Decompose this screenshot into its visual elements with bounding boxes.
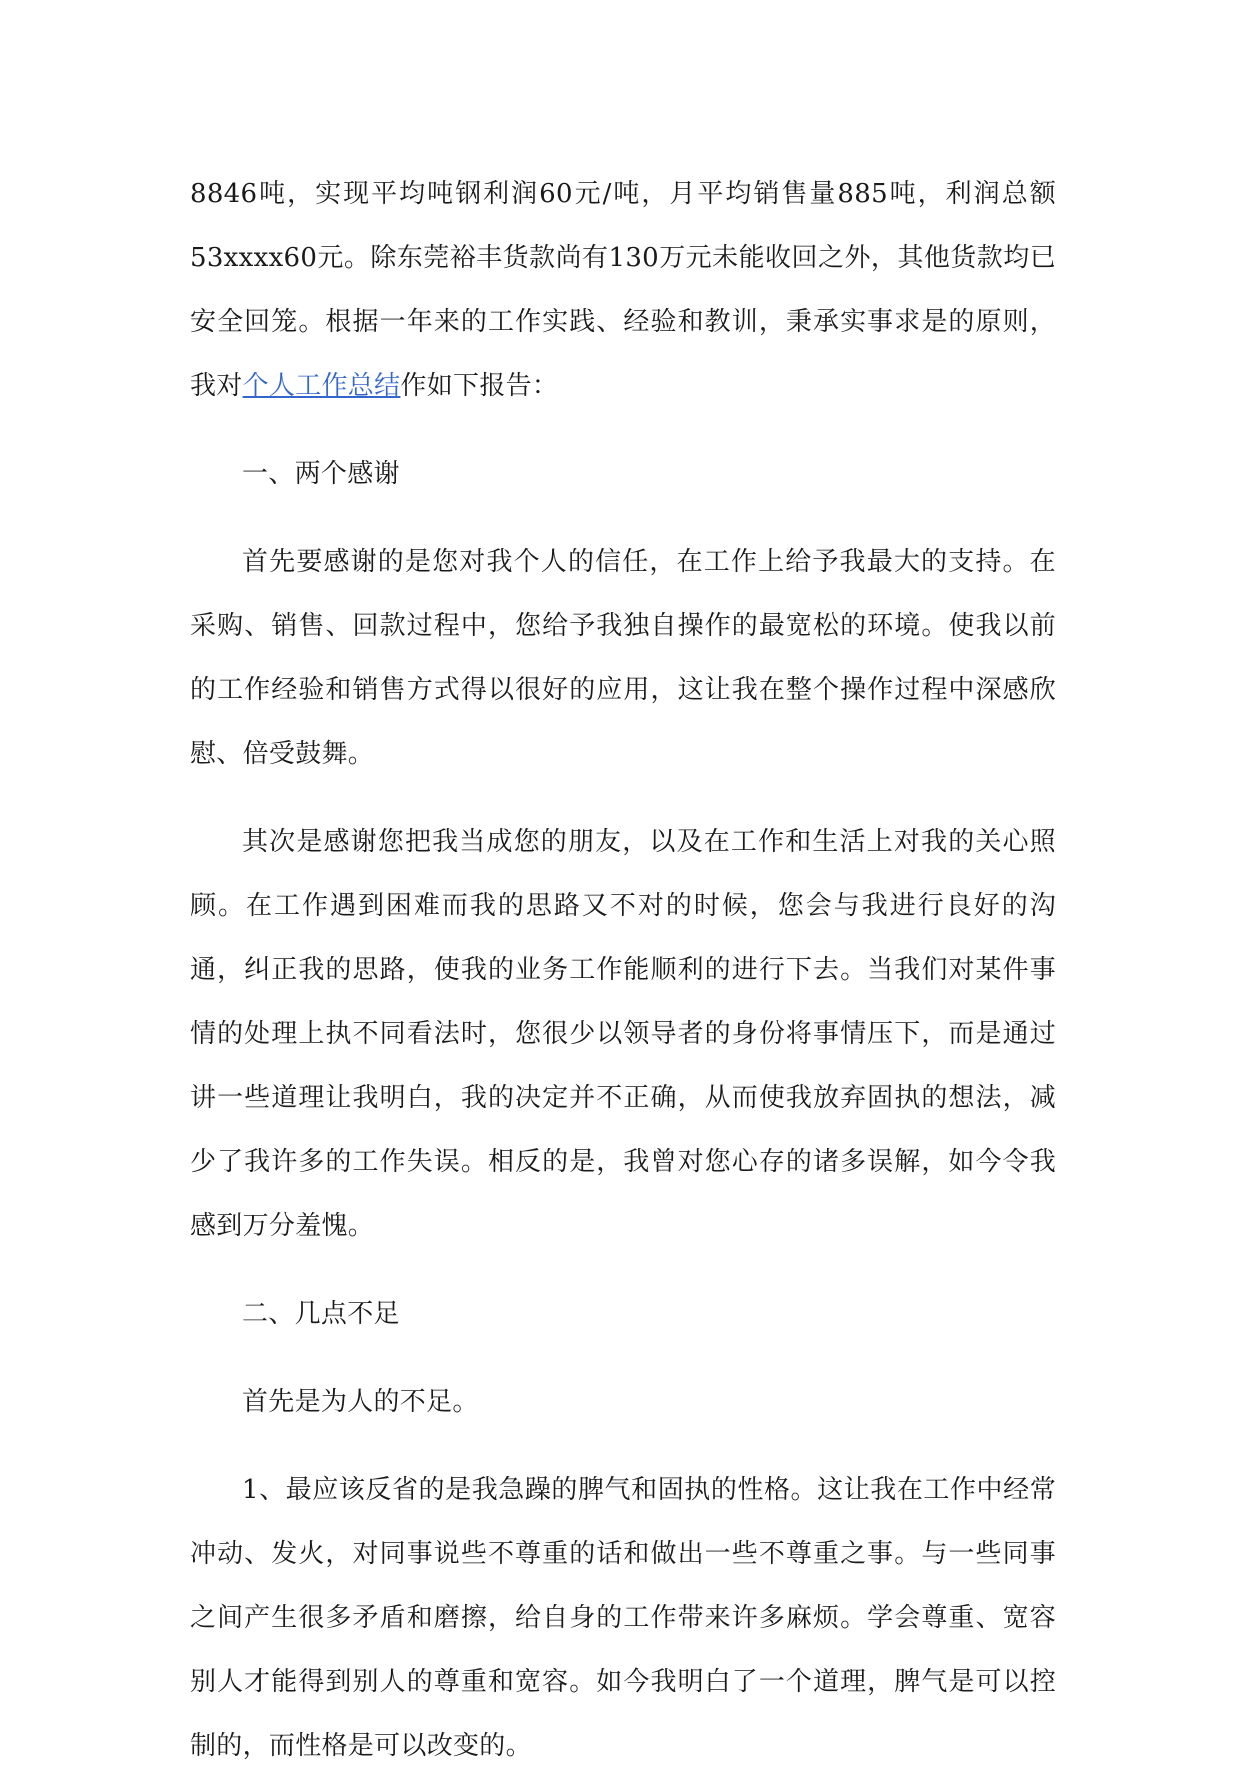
- paragraph-second-thanks: 其次是感谢您把我当成您的朋友，以及在工作和生活上对我的关心照顾。在工作遇到困难而我的思路又不对的时候，您会与我进行良好的沟通，纠正我的思路，使我的业务工作能顺利的进行下去。当我们对某件事情的处理上执不同看法时，您很少以领导者的身份将事情压下，而是通过讲一些道理让我明白，我的决定并不正确，从而使我放弃固执的想法，减少了我许多的工作失误。相反的是，我曾对您心存的诸多误解，如今令我感到万分羞愧。: [190, 827, 1056, 1241]
- paragraph-shortcoming-item-1: 1、最应该反省的是我急躁的脾气和固执的性格。这让我在工作中经常冲动、发火，对同事说些不尊重的话和做出一些不尊重之事。与一些同事之间产生很多矛盾和磨擦，给自身的工作带来许多麻烦。学会尊重、宽容别人才能得到别人的尊重和宽容。如今我明白了一个道理，脾气是可以控制的，而性格是可以改变的。: [190, 1475, 1056, 1761]
- document-body: [190, 162, 1056, 1778]
- paragraph-summary-text-end: 作如下报告：: [400, 371, 559, 401]
- paragraph-first-thanks: 首先要感谢的是您对我个人的信任，在工作上给予我最大的支持。在采购、销售、回款过程中，您给予我独自操作的最宽松的环境。使我以前的工作经验和销售方式得以很好的应用，这让我在整个操作过程中深感欣慰、倍受鼓舞。: [190, 547, 1056, 769]
- paragraph-personality-shortcoming: 首先是为人的不足。: [242, 1387, 479, 1417]
- paragraph-summary-text: 8846吨，实现平均吨钢利润60元/吨，月平均销售量885吨，利润总额53xxxx60元。除东莞裕丰货款尚有130万元未能收回之外，其他货款均已安全回笼。根据一年来的工作实践、经验和教训，秉承实事求是的原则，我对: [190, 179, 1056, 401]
- section-heading-shortcomings: 二、几点不足: [242, 1299, 400, 1329]
- personal-work-summary-link[interactable]: 个人工作总结: [242, 371, 401, 401]
- paragraph-summary-intro: [190, 162, 1056, 418]
- section-heading-thanks: 一、两个感谢: [242, 459, 400, 489]
